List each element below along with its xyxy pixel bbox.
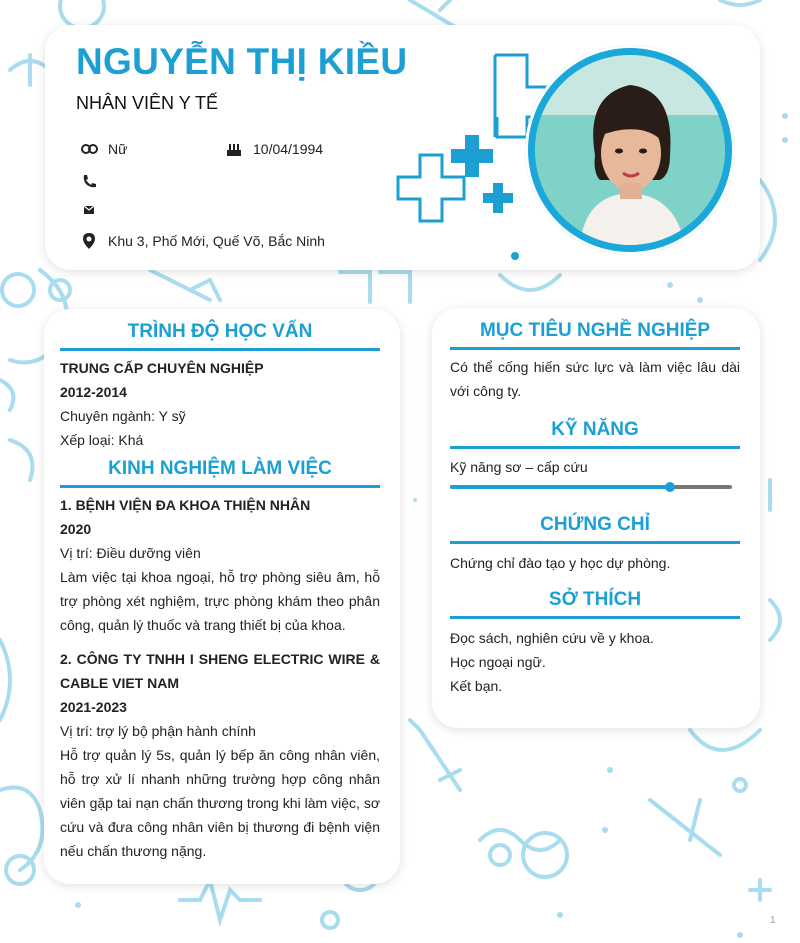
education-major: Chuyên ngành: Y sỹ [60,408,186,424]
address-value: Khu 3, Phố Mới, Quế Võ, Bắc Ninh [108,233,325,249]
address-row [80,232,325,250]
objective-title: MỤC TIÊU NGHỀ NGHIỆP [479,320,711,341]
hobby-item: Kết bạn. [450,678,503,694]
birthdate-row [225,140,323,158]
job-1-position: Vị trí: Điều dưỡng viên [60,545,201,561]
job-1-description: Làm việc tại khoa ngoại, hỗ trợ phòng siêu âm, hỗ trợ phòng xét nghiệm, trực phòng khám theo phân công, quản lý thuốc và trang thiết bị của khoa. [60,569,380,633]
certificates-title: CHỨNG CHỈ [540,514,650,535]
skill-1-bar-knob [665,482,675,492]
hobby-item: Học ngoại ngữ. [450,654,546,670]
birthdate-value: 10/04/1994 [253,141,324,157]
profile-photo-frame [525,45,735,255]
candidate-name: NGUYỄN THỊ KIỀU [76,41,408,82]
skills-title: KỸ NĂNG [551,419,639,440]
birthday-cake-icon [225,140,243,158]
hobby-item: Đọc sách, nghiên cứu về y khoa. [450,630,654,646]
education-years: 2012-2014 [60,384,127,400]
job-2-years: 2021-2023 [60,699,127,715]
email-icon [80,201,98,219]
education-title: TRÌNH ĐỘ HỌC VẤN [127,321,313,342]
job-2-company: 2. CÔNG TY TNHH I SHENG ELECTRIC WIRE & CABLE VIET NAM [60,651,380,691]
education-grade: Xếp loại: Khá [60,432,144,448]
job-2-description: Hỗ trợ quản lý 5s, quản lý bếp ăn công nhân viên, hỗ trợ xử lí nhanh những trường hợp công nhân viên gặp tai nạn chấn thương trong khi làm việc, sơ cứu và đưa công nhân viên bị thương đi bệnh viện nếu chấn thương nặng. [60,747,380,859]
profile-photo [535,55,725,245]
experience-divider [60,485,380,488]
hobbies-divider [450,616,740,619]
certificates-divider [450,541,740,544]
job-1-company: 1. BỆNH VIỆN ĐA KHOA THIỆN NHÂN [60,497,311,513]
gender-row [80,140,127,158]
gender-value: Nữ [108,141,128,157]
left-column-card [44,309,400,884]
email-row [80,201,108,219]
skills-divider [450,446,740,449]
gender-icon [80,140,98,158]
job-1-years: 2020 [60,521,92,537]
objective-text: Có thể cống hiến sức lực và làm việc lâu dài với công ty. [450,359,740,399]
hobbies-title: SỞ THÍCH [548,589,642,610]
job-2-position: Vị trí: trợ lý bộ phận hành chính [60,723,256,739]
phone-icon [80,172,98,190]
skill-1-bar-fill [450,485,670,489]
certificate-text: Chứng chỉ đào tạo y học dự phòng. [450,555,671,571]
skill-1-name: Kỹ năng sơ – cấp cứu [450,459,588,475]
location-pin-icon [80,232,98,250]
education-divider [60,348,380,351]
skill-1-bar [450,485,732,489]
decor-dot [511,252,519,260]
experience-title: KINH NGHIỆM LÀM VIỆC [108,458,332,479]
page-number: 1 [770,915,776,926]
right-column-card [432,308,760,728]
education-school: TRUNG CẤP CHUYÊN NGHIỆP [60,360,264,376]
phone-row [80,172,108,190]
header-card [45,25,760,270]
objective-divider [450,347,740,350]
job-title: NHÂN VIÊN Y TẾ [76,93,219,113]
